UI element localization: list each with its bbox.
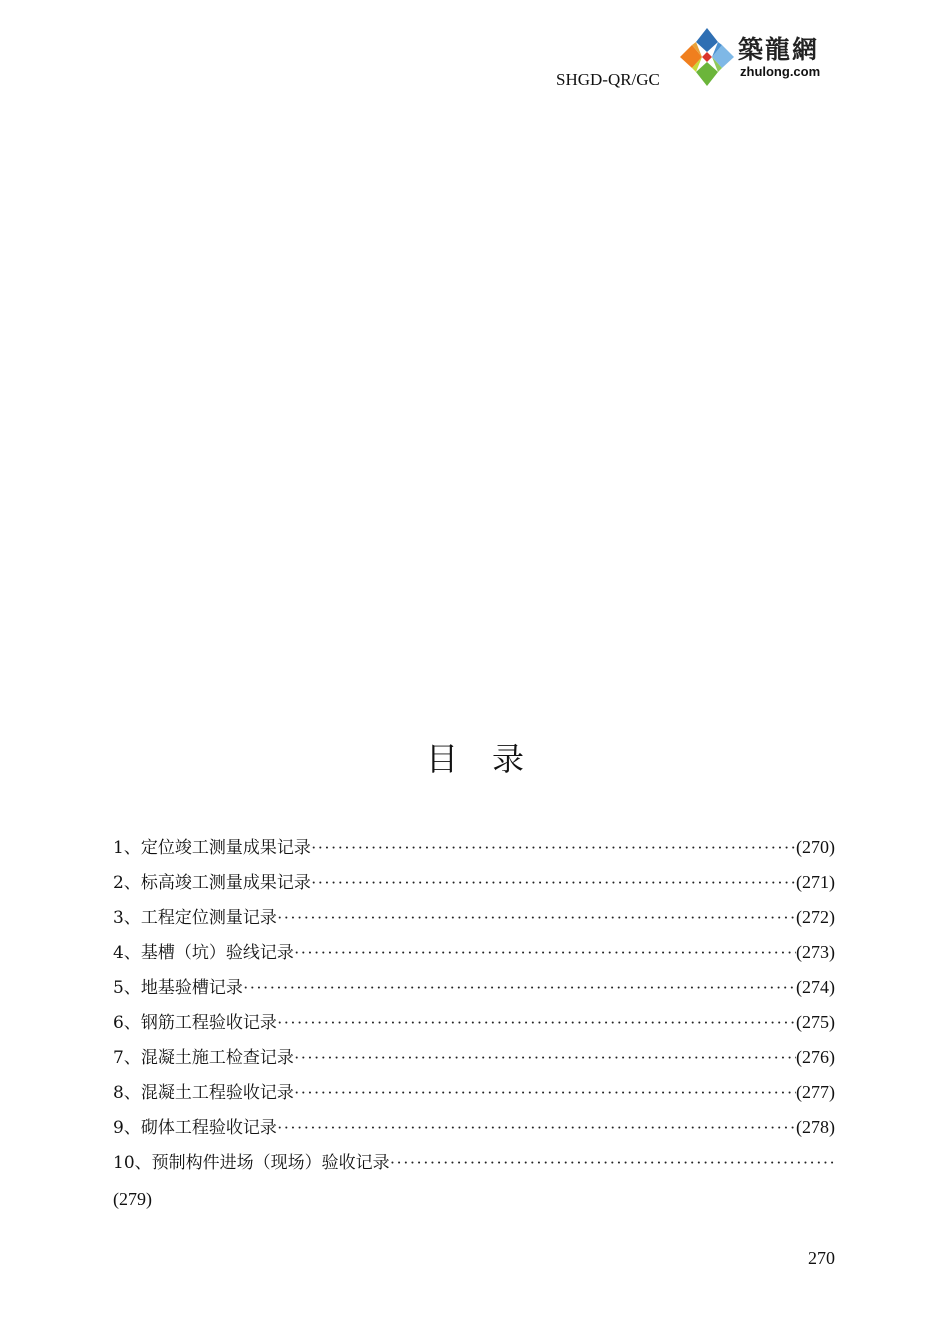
toc-item[interactable]	[113, 830, 835, 865]
toc-item-page: (274)	[796, 977, 835, 997]
toc-item-label: 6、钢筋工程验收记录	[113, 1013, 277, 1033]
toc-item-label: 5、地基验槽记录	[113, 978, 243, 998]
toc-item[interactable]	[113, 1145, 835, 1218]
dot-leader	[243, 970, 796, 1005]
toc-item-page: (275)	[796, 1012, 835, 1032]
toc-item-page: (270)	[796, 837, 835, 857]
toc-item-page: (276)	[796, 1047, 835, 1067]
toc-item[interactable]	[113, 935, 835, 970]
toc-item-label: 9、砌体工程验收记录	[113, 1118, 277, 1138]
table-of-contents	[113, 830, 835, 1218]
toc-item-label: 3、工程定位测量记录	[113, 908, 277, 928]
dot-leader	[294, 935, 796, 970]
toc-title: 目录	[425, 740, 558, 778]
toc-item[interactable]	[113, 900, 835, 935]
dot-leader	[311, 830, 796, 865]
dot-leader	[390, 1145, 835, 1180]
dot-leader	[277, 1005, 796, 1040]
toc-item-page: (273)	[796, 942, 835, 962]
dot-leader	[294, 1075, 796, 1110]
dot-leader	[277, 900, 796, 935]
toc-item[interactable]	[113, 970, 835, 1005]
dot-leader	[311, 865, 796, 900]
logo-domain-text: zhulong.com	[740, 64, 821, 79]
toc-item-label: 10、预制构件进场（现场）验收记录	[113, 1153, 390, 1173]
toc-item-label: 2、标高竣工测量成果记录	[113, 873, 311, 893]
toc-item-label: 8、混凝土工程验收记录	[113, 1083, 294, 1103]
toc-item-label: 4、基槽（坑）验线记录	[113, 943, 294, 963]
document-code: SHGD-QR/GC	[556, 70, 660, 89]
dot-leader	[294, 1040, 796, 1075]
toc-item[interactable]	[113, 1075, 835, 1110]
toc-item[interactable]	[113, 1040, 835, 1075]
toc-item-label: 1、定位竣工测量成果记录	[113, 838, 311, 858]
toc-item-page: (272)	[796, 907, 835, 927]
toc-item-page: (279)	[113, 1189, 152, 1209]
logo-chinese-text: 築龍網	[738, 35, 820, 64]
toc-item[interactable]	[113, 1005, 835, 1040]
toc-item-page: (278)	[796, 1117, 835, 1137]
toc-item-page: (277)	[796, 1082, 835, 1102]
toc-item[interactable]	[113, 1110, 835, 1145]
dot-leader	[277, 1110, 796, 1145]
toc-item-page: (271)	[796, 872, 835, 892]
zhulong-logo[interactable]	[676, 26, 838, 88]
pinwheel-logo-icon	[676, 26, 738, 88]
toc-item[interactable]	[113, 865, 835, 900]
toc-item-label: 7、混凝土施工检查记录	[113, 1048, 294, 1068]
page-number: 270	[808, 1248, 835, 1268]
